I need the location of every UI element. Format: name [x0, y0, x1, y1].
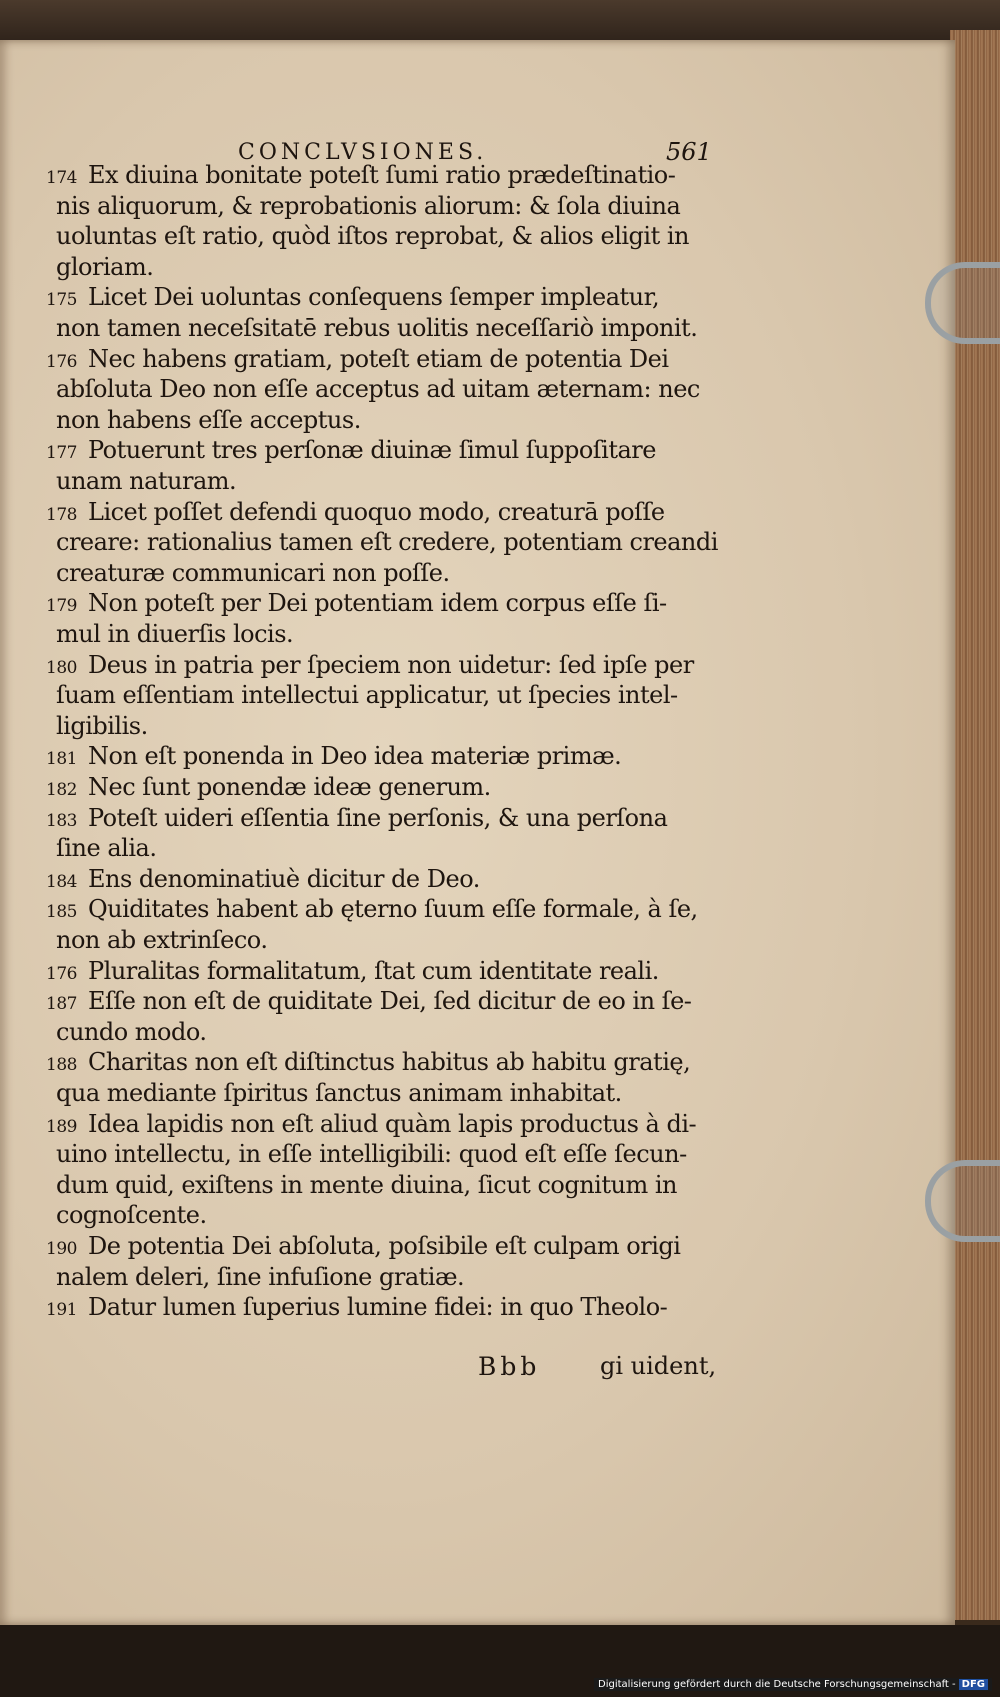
- conclusion-text: creare: rationalius tamen eſt credere, potentiam creandi: [56, 528, 718, 557]
- credit-text: Digitalisierung gefördert durch die Deutsche Forschungsgemeinschaft -: [598, 1679, 956, 1690]
- conclusion-line-numbered: [46, 956, 659, 989]
- conclusion-line: [56, 833, 156, 863]
- conclusion-text: uino intellectu, in eſſe intelligibili: quod eſt eſſe ſecun-: [56, 1140, 687, 1169]
- conclusion-line-numbered: [46, 986, 691, 1019]
- conclusion-number: 189: [46, 1116, 77, 1137]
- conclusion-line: [56, 1017, 207, 1047]
- conclusion-text: non habens eſſe acceptus.: [56, 405, 361, 434]
- conclusion-line-numbered: [46, 160, 675, 193]
- running-head: CONCLVSIONES.: [238, 140, 488, 165]
- conclusion-text: Nec ſunt ponendæ ideæ generum.: [88, 773, 491, 801]
- conclusion-text: cognoſcente.: [56, 1201, 207, 1230]
- conclusion-text: Quiditates habent ab ęterno ſuum eſſe formale, à ſe,: [88, 895, 698, 924]
- scan-bottom-bar: [0, 1625, 1000, 1697]
- conclusion-text: abſoluta Deo non eſſe acceptus ad uitam æternam: nec: [56, 375, 700, 404]
- conclusion-line-numbered: [46, 588, 667, 621]
- conclusion-line-numbered: [46, 497, 665, 530]
- conclusion-text: dum quid, exiſtens in mente diuina, ſicut cognitum in: [56, 1170, 677, 1199]
- conclusion-number: 183: [46, 810, 77, 831]
- conclusion-line-numbered: [46, 803, 667, 836]
- conclusion-line-numbered: [46, 1292, 667, 1325]
- conclusion-line-numbered: [46, 864, 480, 897]
- conclusion-text: Nec habens gratiam, poteſt etiam de potentia Dei: [88, 344, 669, 373]
- conclusion-text: Potuerunt tres perſonæ diuinæ ſimul ſuppoſitare: [88, 436, 656, 465]
- conclusion-number: 182: [46, 780, 77, 800]
- conclusion-text: Non eſt ponenda in Deo idea materiæ primæ.: [88, 742, 622, 771]
- dfg-badge: DFG: [959, 1679, 988, 1690]
- conclusion-number: 177: [46, 443, 77, 464]
- conclusion-text: nis aliquorum, & reprobationis aliorum: & ſola diuina: [56, 191, 681, 220]
- page-clip-bottom: [925, 1160, 1000, 1242]
- conclusion-line: [56, 313, 697, 343]
- conclusion-line-numbered: [46, 894, 698, 927]
- conclusion-line: [56, 1139, 687, 1169]
- conclusion-line-numbered: [46, 650, 694, 683]
- catchword: gi uident,: [600, 1352, 717, 1380]
- page-clip-top: [925, 262, 1000, 344]
- conclusion-text: Ens denominatiuè dicitur de Deo.: [88, 864, 480, 893]
- conclusion-line-numbered: [46, 282, 659, 315]
- conclusion-number: 181: [46, 749, 77, 770]
- conclusion-text: non tamen neceſsitatē rebus uolitis neceſſariò imponit.: [56, 314, 698, 342]
- digitization-credit: [594, 1678, 992, 1691]
- conclusion-line: [56, 466, 236, 496]
- conclusion-number: 178: [46, 504, 77, 525]
- conclusion-text: gloriam.: [56, 252, 154, 281]
- conclusion-text: nalem deleri, ſine infuſione gratiæ.: [56, 1262, 465, 1291]
- conclusion-line: [56, 221, 689, 251]
- conclusion-number: 191: [46, 1300, 77, 1321]
- conclusion-text: ſine alia.: [56, 834, 157, 863]
- conclusion-line-numbered: [46, 1109, 696, 1142]
- conclusion-line-numbered: [46, 741, 621, 774]
- conclusion-line: [56, 680, 678, 710]
- conclusion-text: uoluntas eſt ratio, quòd iſtos reprobat, & alios eligit in: [56, 222, 690, 251]
- conclusion-text: Non poteſt per Dei potentiam idem corpus eſſe ſi-: [88, 589, 667, 618]
- conclusion-number: 175: [46, 290, 77, 311]
- conclusion-text: Ex diuina bonitate poteſt ſumi ratio prædeſtinatio-: [88, 161, 676, 189]
- conclusion-number: 176: [46, 963, 77, 984]
- conclusion-text: Charitas non eſt diſtinctus habitus ab habitu gratię,: [88, 1048, 691, 1077]
- folio-number: 561: [666, 138, 712, 166]
- conclusion-text: non ab extrinſeco.: [56, 926, 268, 954]
- conclusion-number: 176: [46, 351, 77, 372]
- conclusion-line-numbered: [46, 435, 656, 468]
- conclusion-text: creaturæ communicari non poſſe.: [56, 558, 450, 587]
- conclusion-line: [56, 1200, 207, 1230]
- conclusion-number: 185: [46, 902, 77, 923]
- conclusion-line: [56, 925, 267, 955]
- conclusion-line: [56, 711, 148, 741]
- conclusion-line-numbered: [46, 344, 669, 377]
- conclusion-text: ſuam eſſentiam intellectui applicatur, ut ſpecies intel-: [56, 681, 678, 710]
- conclusion-text: Licet Dei uoluntas conſequens ſemper impleatur,: [88, 283, 660, 312]
- conclusion-text: unam naturam.: [56, 467, 237, 495]
- conclusion-text: Licet poſſet defendi quoquo modo, creaturā poſſe: [88, 497, 665, 526]
- conclusion-number: 184: [46, 871, 77, 892]
- conclusion-line-numbered: [46, 772, 491, 805]
- conclusion-number: 187: [46, 994, 77, 1015]
- signature-mark: Bbb: [478, 1352, 541, 1381]
- conclusion-number: 190: [46, 1239, 77, 1259]
- conclusion-text: Deus in patria per ſpeciem non uidetur: ſed ipſe per: [88, 650, 694, 679]
- conclusion-text: De potentia Dei abſoluta, poſsibile eſt culpam origi: [88, 1232, 681, 1260]
- conclusion-line: [56, 527, 718, 557]
- conclusion-line: [56, 405, 361, 435]
- conclusion-line: [56, 374, 700, 404]
- conclusion-number: 174: [46, 168, 77, 188]
- conclusion-line: [56, 252, 153, 282]
- conclusion-line-numbered: [46, 1047, 690, 1080]
- conclusion-text: qua mediante ſpiritus ſanctus animam inhabitat.: [56, 1079, 622, 1107]
- conclusion-line-numbered: [46, 1231, 680, 1264]
- conclusion-number: 179: [46, 596, 77, 617]
- conclusion-text: cundo modo.: [56, 1017, 207, 1046]
- conclusion-line: [56, 558, 450, 588]
- conclusion-text: Datur lumen ſuperius lumine fidei: in quo Theolo-: [88, 1293, 668, 1322]
- conclusion-text: mul in diuerſis locis.: [56, 620, 294, 648]
- conclusion-text: ligibilis.: [56, 711, 148, 740]
- conclusion-text: Eſſe non eſt de quiditate Dei, ſed dicitur de eo in ſe-: [88, 987, 692, 1016]
- conclusion-text: Pluralitas formalitatum, ſtat cum identitate reali.: [88, 956, 659, 985]
- conclusion-line: [56, 1262, 464, 1292]
- conclusion-line: [56, 191, 680, 221]
- conclusion-text: Idea lapidis non eſt aliud quàm lapis productus à di-: [88, 1109, 697, 1138]
- conclusion-number: 180: [46, 657, 77, 678]
- conclusion-line: [56, 1078, 622, 1108]
- conclusion-line: [56, 1170, 677, 1200]
- conclusion-line: [56, 619, 293, 649]
- conclusion-number: 188: [46, 1055, 77, 1076]
- conclusion-text: Poteſt uideri eſſentia ſine perſonis, & una perſona: [88, 803, 668, 832]
